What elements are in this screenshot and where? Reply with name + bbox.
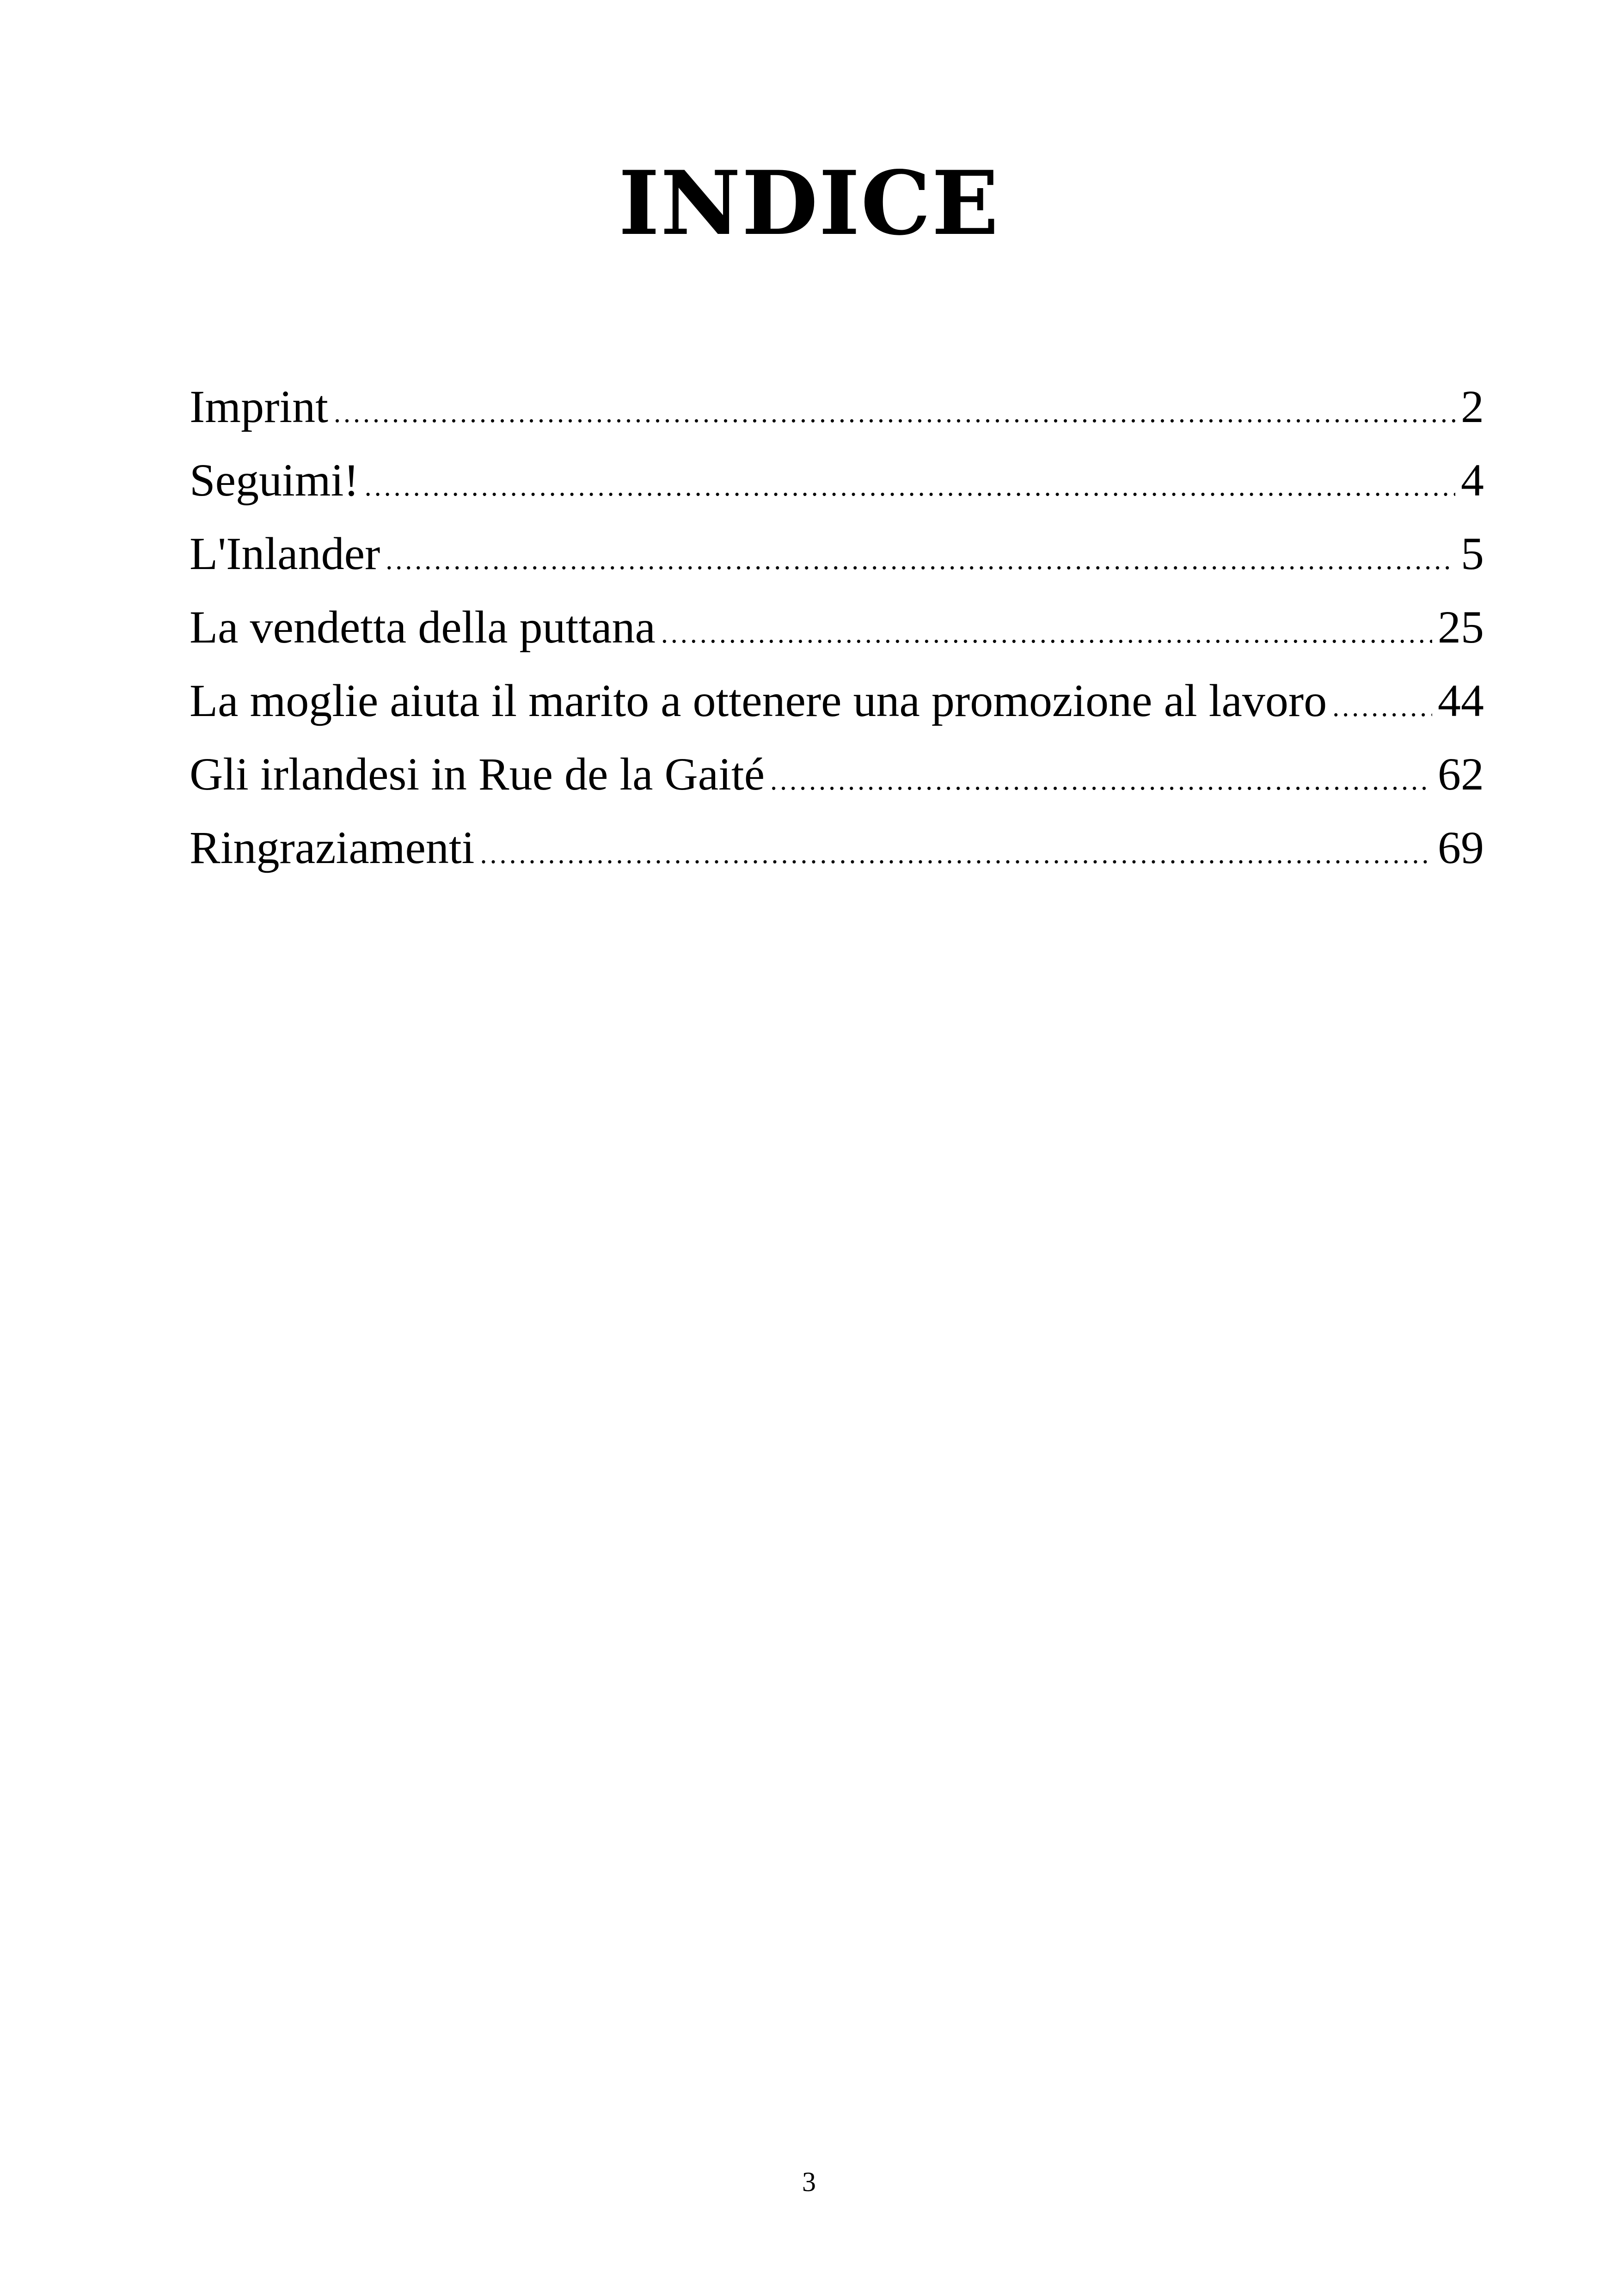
toc-entry-page: 44 — [1438, 675, 1484, 726]
toc-entry-seguimi[interactable] — [190, 443, 1484, 517]
toc-entry-title: La moglie aiuta il marito a ottenere una promozione al lavoro — [190, 675, 1327, 726]
toc-entry-page: 5 — [1461, 528, 1484, 579]
toc-entry-vendetta[interactable] — [190, 590, 1484, 664]
toc-entry-irlandesi[interactable] — [190, 737, 1484, 811]
table-of-contents — [190, 370, 1484, 884]
toc-entry-page: 2 — [1461, 381, 1484, 432]
toc-entry-title: La vendetta della puttana — [190, 601, 656, 653]
toc-entry-inlander[interactable] — [190, 517, 1484, 590]
dot-leader — [334, 376, 1455, 450]
toc-entry-page: 69 — [1438, 822, 1484, 873]
dot-leader — [1332, 670, 1432, 744]
toc-entry-title: Gli irlandesi in Rue de la Gaité — [190, 748, 765, 800]
toc-entry-title: Imprint — [190, 381, 328, 432]
toc-entry-title: L'Inlander — [190, 528, 380, 579]
page-number: 3 — [802, 2167, 816, 2197]
toc-entry-imprint[interactable] — [190, 370, 1484, 443]
toc-entry-ringraziamenti[interactable] — [190, 811, 1484, 884]
toc-entry-title: Ringraziamenti — [190, 822, 475, 873]
dot-leader — [480, 817, 1432, 891]
dot-leader — [661, 597, 1432, 670]
dot-leader — [365, 450, 1455, 523]
page-title: INDICE — [618, 152, 1000, 255]
toc-entry-page: 25 — [1438, 601, 1484, 653]
dot-leader — [386, 523, 1455, 597]
toc-entry-title: Seguimi! — [190, 454, 359, 506]
toc-entry-page: 4 — [1461, 454, 1484, 506]
toc-entry-page: 62 — [1438, 748, 1484, 800]
dot-leader — [770, 744, 1432, 817]
toc-entry-moglie[interactable] — [190, 664, 1484, 737]
